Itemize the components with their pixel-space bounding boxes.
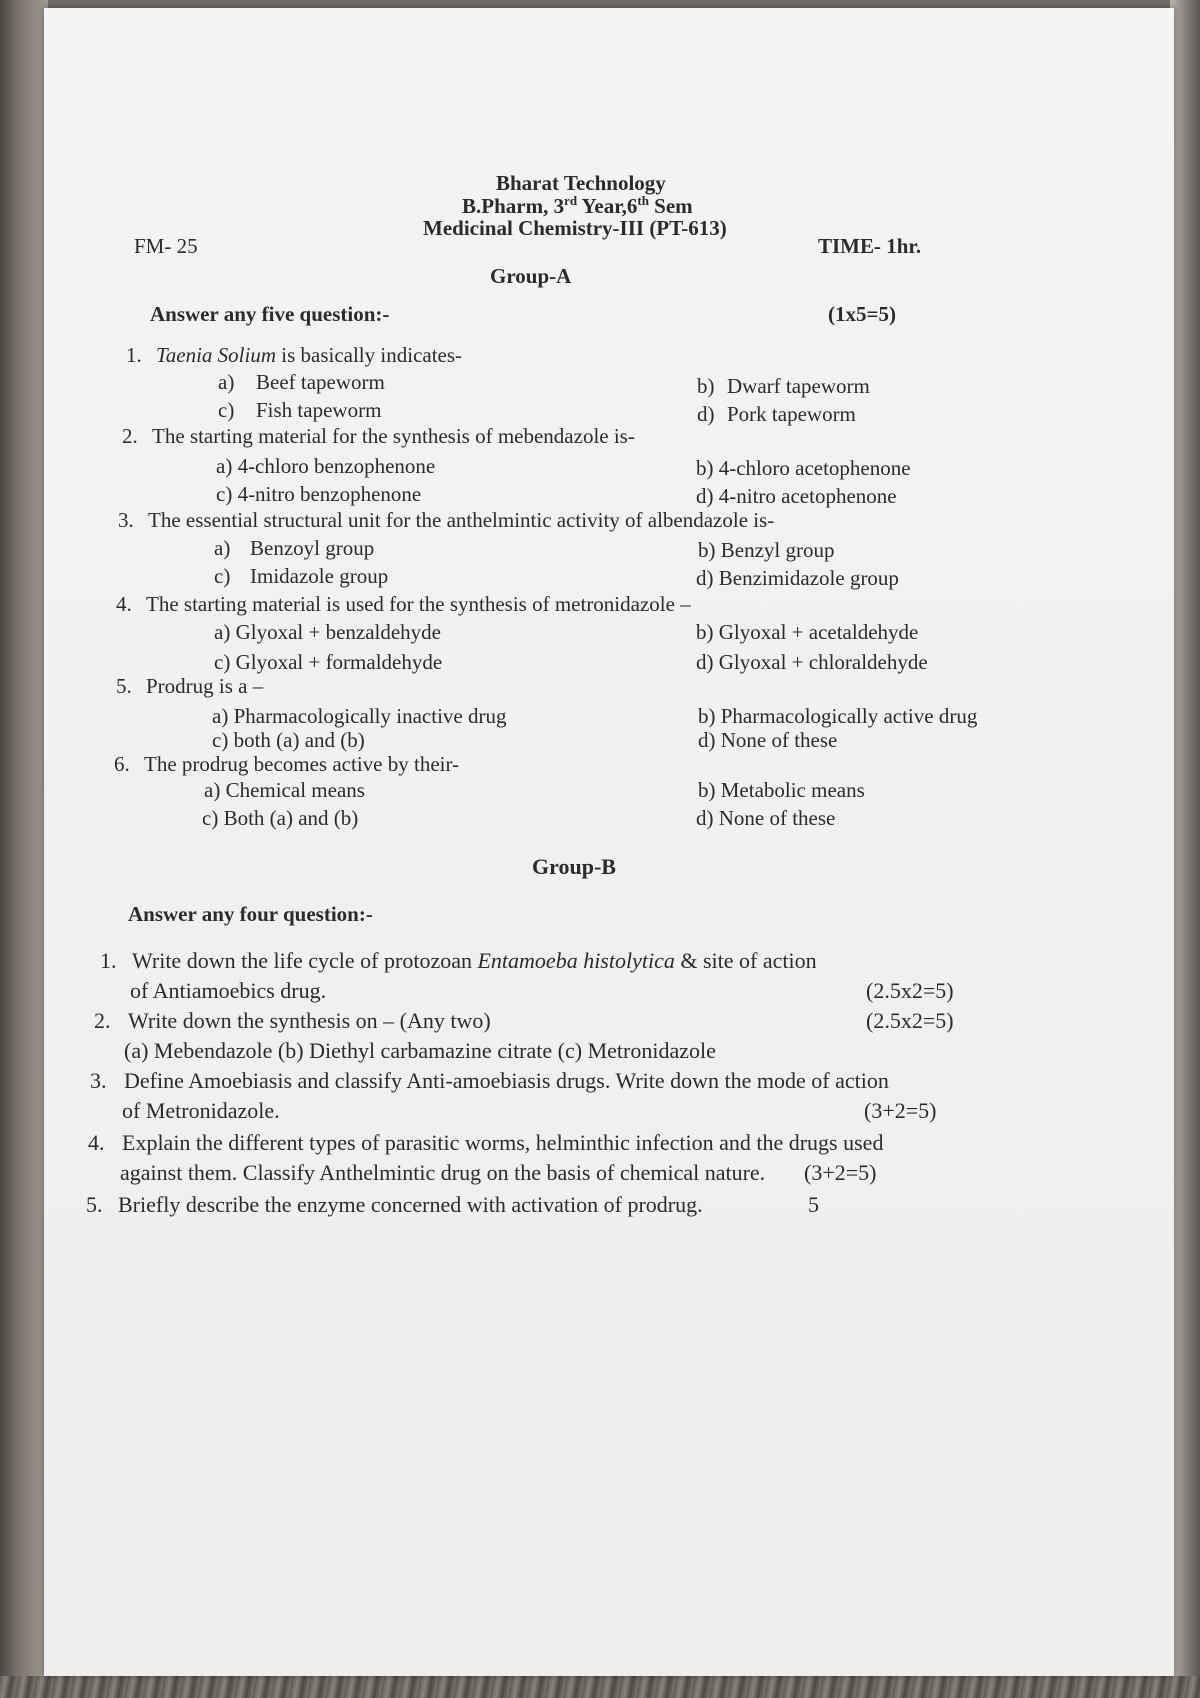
option-c: c) both (a) and (b) (212, 728, 365, 752)
option-d: d) None of these (696, 806, 836, 830)
question-number: 6. (114, 752, 130, 776)
question-text-line2: against them. Classify Anthelmintic drug on the basis of chemical nature. (120, 1160, 766, 1185)
question-number: 2. (122, 424, 138, 448)
question-number: 3. (118, 508, 134, 532)
full-marks: FM- 25 (134, 234, 198, 258)
question-marks: (2.5x2=5) (866, 1008, 954, 1033)
question-number: 4. (116, 592, 132, 616)
option-b: b) Metabolic means (698, 778, 865, 802)
question-number: 2. (94, 1008, 111, 1033)
question-number: 1. (126, 343, 142, 367)
question-text: Taenia Solium is basically indicates- (156, 343, 463, 367)
option-d: d) None of these (698, 728, 838, 752)
question-text: The starting material is used for the synthesis of metronidazole – (146, 592, 691, 616)
subject-title: Medicinal Chemistry-III (PT-613) (423, 216, 727, 240)
exam-time: TIME- 1hr. (818, 234, 922, 258)
option-b: b) Glyoxal + acetaldehyde (696, 620, 919, 644)
question-text: Prodrug is a – (146, 674, 264, 698)
option-c: Imidazole group (250, 564, 389, 588)
question-marks: (2.5x2=5) (866, 978, 954, 1003)
question-marks: 5 (808, 1192, 819, 1217)
question-number: 3. (90, 1068, 107, 1093)
group-a-marks: (1x5=5) (828, 302, 896, 326)
question-text: The prodrug becomes active by their- (144, 752, 460, 776)
group-b-title: Group-B (532, 854, 616, 879)
option-b: b) 4-chloro acetophenone (696, 456, 911, 480)
group-a-title: Group-A (490, 264, 572, 288)
option-a: a) Glyoxal + benzaldehyde (214, 620, 442, 644)
option-label: a) (218, 370, 235, 394)
question-number: 5. (86, 1192, 103, 1217)
question-number: 5. (116, 674, 132, 698)
question-number: 1. (100, 948, 117, 973)
option-b: b) Pharmacologically active drug (698, 704, 978, 728)
option-label: c) (218, 398, 235, 422)
background-right-edge (1170, 0, 1200, 1698)
option-a: Beef tapeworm (256, 370, 385, 394)
option-d: Pork tapeworm (727, 402, 856, 426)
institute-name: Bharat Technology (496, 171, 666, 195)
option-c: c) 4-nitro benzophenone (216, 482, 422, 506)
option-d: d) Benzimidazole group (696, 566, 899, 590)
question-text: Briefly describe the enzyme concerned with activation of prodrug. (118, 1192, 703, 1217)
question-text: The essential structural unit for the anthelmintic activity of albendazole is- (148, 508, 775, 532)
exam-paper (44, 8, 1174, 1676)
option-b: b) Benzyl group (698, 538, 835, 562)
option-a: a) Chemical means (204, 778, 365, 802)
option-a: a) 4-chloro benzophenone (216, 454, 436, 478)
group-b-instruction: Answer any four question:- (128, 902, 373, 926)
option-label: c) (214, 564, 231, 588)
question-marks: (3+2=5) (864, 1098, 937, 1123)
question-text-line2: of Metronidazole. (122, 1098, 280, 1123)
option-label: b) (697, 374, 715, 398)
question-text: Write down the synthesis on – (Any two) (128, 1008, 491, 1033)
option-d: d) 4-nitro acetophenone (696, 484, 897, 508)
question-marks: (3+2=5) (804, 1160, 877, 1185)
option-d: d) Glyoxal + chloraldehyde (696, 650, 928, 674)
course-line: B.Pharm, 3rd Year,6th Sem (462, 193, 693, 218)
option-label: d) (697, 402, 715, 426)
question-text: Explain the different types of parasitic worms, helminthic infection and the drugs used (122, 1130, 884, 1155)
question-number: 4. (88, 1130, 105, 1155)
question-text: The starting material for the synthesis of mebendazole is- (152, 424, 635, 448)
option-a: Benzoyl group (250, 536, 375, 560)
option-c: Fish tapeworm (256, 398, 382, 422)
question-text: Write down the life cycle of protozoan Entamoeba histolytica & site of action (132, 948, 817, 973)
option-c: c) Both (a) and (b) (202, 806, 359, 830)
option-label: a) (214, 536, 231, 560)
question-text: Define Amoebiasis and classify Anti-amoebiasis drugs. Write down the mode of action (124, 1068, 889, 1093)
background-bottom-edge (0, 1676, 1200, 1698)
background-left-edge (0, 0, 48, 1698)
group-a-instruction: Answer any five question:- (150, 302, 390, 326)
option-a: a) Pharmacologically inactive drug (212, 704, 507, 728)
option-c: c) Glyoxal + formaldehyde (214, 650, 443, 674)
question-text-line2: (a) Mebendazole (b) Diethyl carbamazine citrate (c) Metronidazole (124, 1038, 716, 1063)
question-text-line2: of Antiamoebics drug. (130, 978, 327, 1003)
option-b: Dwarf tapeworm (727, 374, 870, 398)
